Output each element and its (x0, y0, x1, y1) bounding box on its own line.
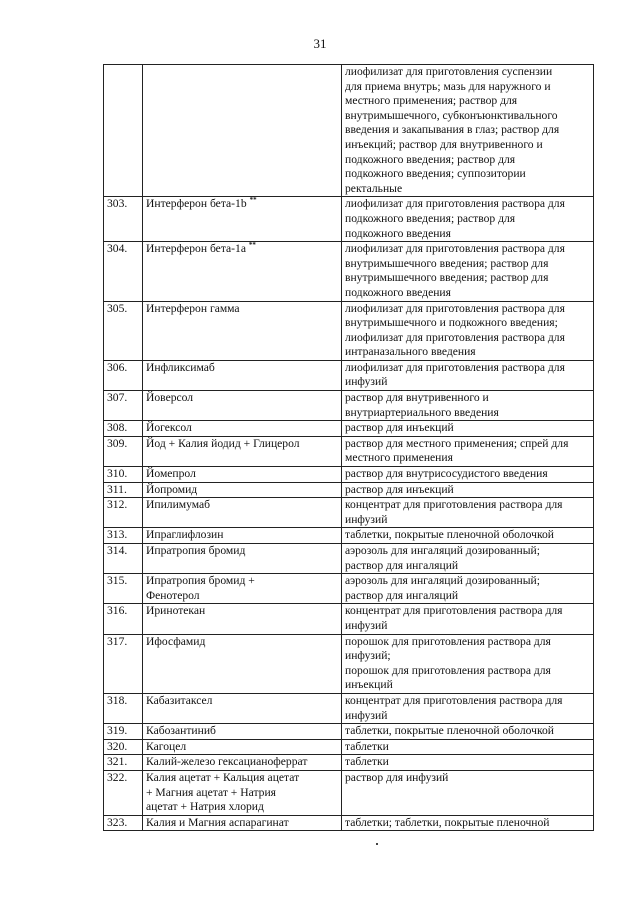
drug-name-cell (143, 482, 342, 498)
dosage-form-line: раствор для инъекций (345, 482, 454, 496)
drug-name-cell (143, 467, 342, 483)
dosage-form-cell (342, 574, 594, 604)
dosage-form-line: раствор для внутривенного и (345, 391, 489, 405)
dosage-form-line: лиофилизат для приготовления раствора для (345, 301, 565, 315)
dosage-form-line: подкожного введения; суппозитории (345, 167, 526, 181)
dosage-form-line: внутриартериального введения (345, 405, 499, 419)
table-row (104, 604, 594, 634)
dosage-form-line: лиофилизат для приготовления раствора для (345, 360, 565, 374)
dosage-form-line: инфузий (345, 512, 388, 526)
dosage-form-line: подкожного введения (345, 226, 451, 240)
double-asterisk-mark: ** (249, 196, 257, 205)
dosage-form-line: раствор для местного применения; спрей для (345, 436, 569, 450)
table-row (104, 421, 594, 437)
table-row (104, 574, 594, 604)
drug-name: Йоверсол (146, 391, 194, 405)
drug-table-body (104, 65, 594, 831)
table-row (104, 498, 594, 528)
drug-name-cell (143, 739, 342, 755)
row-number: 322. (104, 770, 143, 815)
row-number (104, 65, 143, 197)
dosage-form-line: таблетки (345, 755, 389, 769)
dosage-form-line: раствор для ингаляций (345, 558, 459, 572)
row-number: 313. (104, 528, 143, 544)
drug-name-cell (143, 436, 342, 466)
table-row (104, 724, 594, 740)
row-number: 303. (104, 197, 143, 242)
dosage-form-line: внутримышечного и подкожного введения; (345, 316, 558, 330)
dosage-form-cell (342, 755, 594, 771)
drug-name: Интерферон гамма (146, 301, 240, 315)
drug-name-cell (143, 770, 342, 815)
drug-name: Инфликсимаб (146, 360, 215, 374)
dosage-form-cell (342, 467, 594, 483)
dosage-form-line: таблетки, покрытые пленочной оболочкой (345, 528, 554, 542)
drug-name-cell (143, 360, 342, 390)
drug-name: Ипратропия бромид + Фенотерол (146, 574, 255, 602)
dosage-form-line: раствор для внутрисосудистого введения (345, 467, 548, 481)
dosage-form-line: порошок для приготовления раствора для (345, 663, 551, 677)
drug-name-cell (143, 634, 342, 693)
row-number: 309. (104, 436, 143, 466)
dosage-form-line: лиофилизат для приготовления суспензии (345, 65, 553, 78)
drug-name-cell (143, 528, 342, 544)
drug-name: Йогексол (146, 421, 192, 435)
drug-name-cell (143, 421, 342, 437)
dosage-form-line: таблетки; таблетки, покрытые пленочной (345, 815, 550, 829)
table-row (104, 770, 594, 815)
dosage-form-line: инфузий; (345, 649, 391, 663)
dosage-form-line: инфузий (345, 618, 388, 632)
drug-name: Иринотекан (146, 604, 206, 618)
row-number: 323. (104, 815, 143, 831)
row-number: 320. (104, 739, 143, 755)
drug-table (103, 64, 594, 831)
drug-name-cell (143, 815, 342, 831)
dosage-form-line: аэрозоль для ингаляций дозированный; (345, 544, 540, 557)
dosage-form-line: таблетки, покрытые пленочной оболочкой (345, 724, 554, 738)
dosage-form-line: инфузий (345, 375, 388, 389)
row-number: 321. (104, 755, 143, 771)
dosage-form-line: подкожного введения (345, 285, 451, 299)
dosage-form-line: интраназального введения (345, 345, 476, 359)
table-row (104, 301, 594, 360)
table-row (104, 360, 594, 390)
dosage-form-cell (342, 770, 594, 815)
drug-name: Йопромид (146, 482, 198, 496)
drug-name: Калия и Магния аспарагинат (146, 815, 289, 829)
dosage-form-line: внутримышечного введения; раствор для (345, 271, 549, 285)
dosage-form-line: для приема внутрь; мазь для наружного и (345, 79, 551, 93)
dosage-form-line: раствор для ингаляций (345, 588, 459, 602)
table-row (104, 242, 594, 301)
row-number: 312. (104, 498, 143, 528)
drug-name-cell (143, 242, 342, 301)
drug-name-cell (143, 301, 342, 360)
dosage-form-line: таблетки (345, 739, 389, 753)
dosage-form-line: концентрат для приготовления раствора для (345, 498, 563, 512)
dosage-form-cell (342, 604, 594, 634)
double-asterisk-mark: ** (248, 241, 256, 250)
dosage-form-line: концентрат для приготовления раствора для (345, 693, 563, 707)
dosage-form-line: раствор для инъекций (345, 421, 454, 435)
table-row (104, 815, 594, 831)
drug-name: Калия ацетат + Кальция ацетат + Магния ацетат + Натрия ацетат + Натрия хлорид (146, 770, 300, 814)
dosage-form-cell (342, 301, 594, 360)
dosage-form-cell (342, 482, 594, 498)
dosage-form-line: лиофилизат для приготовления раствора для (345, 242, 565, 256)
dosage-form-cell (342, 436, 594, 466)
drug-name-cell (143, 755, 342, 771)
dosage-form-line: внутримышечного введения; раствор для (345, 256, 549, 270)
drug-name-cell (143, 197, 342, 242)
dosage-form-cell (342, 498, 594, 528)
drug-name: Ипратропия бромид (146, 544, 246, 557)
drug-name: Ипраглифлозин (146, 528, 224, 542)
stray-mark (376, 843, 378, 845)
dosage-form-cell (342, 544, 594, 574)
dosage-form-cell (342, 360, 594, 390)
dosage-form-line: инфузий (345, 708, 388, 722)
table-row (104, 391, 594, 421)
dosage-form-line: лиофилизат для приготовления раствора для (345, 330, 565, 344)
row-number: 317. (104, 634, 143, 693)
table-row (104, 634, 594, 693)
table-row (104, 436, 594, 466)
dosage-form-line: порошок для приготовления раствора для (345, 634, 551, 648)
row-number: 307. (104, 391, 143, 421)
dosage-form-line: лиофилизат для приготовления раствора для (345, 197, 565, 211)
drug-name-cell (143, 574, 342, 604)
dosage-form-line: подкожного введения; раствор для (345, 152, 516, 166)
row-number: 318. (104, 693, 143, 723)
row-number: 310. (104, 467, 143, 483)
dosage-form-cell (342, 242, 594, 301)
drug-name: Кабозантиниб (146, 724, 216, 738)
dosage-form-line: подкожного введения; раствор для (345, 211, 516, 225)
page-number: 31 (313, 36, 327, 51)
dosage-form-cell (342, 65, 594, 197)
dosage-form-line: раствор для инфузий (345, 770, 449, 784)
drug-name-cell (143, 65, 342, 197)
drug-name: Ифосфамид (146, 634, 206, 648)
dosage-form-cell (342, 528, 594, 544)
row-number: 304. (104, 242, 143, 301)
dosage-form-cell (342, 391, 594, 421)
table-row (104, 482, 594, 498)
drug-name-cell (143, 544, 342, 574)
row-number: 305. (104, 301, 143, 360)
row-number: 319. (104, 724, 143, 740)
dosage-form-line: местного применения (345, 451, 453, 465)
dosage-form-line: аэрозоль для ингаляций дозированный; (345, 574, 540, 588)
dosage-form-line: инъекций (345, 678, 393, 692)
dosage-form-line: введения и закапывания в глаз; раствор для (345, 123, 560, 137)
drug-name: Интерферон бета-1b (146, 197, 247, 211)
dosage-form-cell (342, 739, 594, 755)
table-row (104, 544, 594, 574)
table-row (104, 467, 594, 483)
row-number: 308. (104, 421, 143, 437)
row-number: 306. (104, 360, 143, 390)
dosage-form-cell (342, 421, 594, 437)
table-row (104, 197, 594, 242)
table-row (104, 755, 594, 771)
dosage-form-cell (342, 693, 594, 723)
drug-name-cell (143, 693, 342, 723)
drug-name-cell (143, 391, 342, 421)
dosage-form-line: ректальные (345, 181, 403, 195)
drug-name: Интерферон бета-1а (146, 242, 246, 256)
dosage-form-line: инъекций; раствор для внутривенного и (345, 137, 543, 151)
drug-name: Кагоцел (146, 739, 187, 753)
dosage-form-cell (342, 815, 594, 831)
row-number: 315. (104, 574, 143, 604)
table-row (104, 528, 594, 544)
drug-name: Йомепрол (146, 467, 196, 481)
drug-name-cell (143, 724, 342, 740)
dosage-form-line: внутримышечного, субконъюнктивального (345, 108, 558, 122)
dosage-form-line: местного применения; раствор для (345, 94, 518, 108)
row-number: 311. (104, 482, 143, 498)
table-row (104, 65, 594, 197)
table-row (104, 693, 594, 723)
drug-name: Йод + Калия йодид + Глицерол (146, 436, 300, 450)
dosage-form-cell (342, 197, 594, 242)
dosage-form-cell (342, 634, 594, 693)
table-row (104, 739, 594, 755)
dosage-form-cell (342, 724, 594, 740)
row-number: 316. (104, 604, 143, 634)
row-number: 314. (104, 544, 143, 574)
drug-name: Ипилимумаб (146, 498, 211, 512)
drug-name-cell (143, 604, 342, 634)
drug-name: Кабазитаксел (146, 693, 213, 707)
drug-name: Калий-железо гексацианоферрат (146, 755, 308, 769)
dosage-form-line: концентрат для приготовления раствора для (345, 604, 563, 618)
drug-name-cell (143, 498, 342, 528)
